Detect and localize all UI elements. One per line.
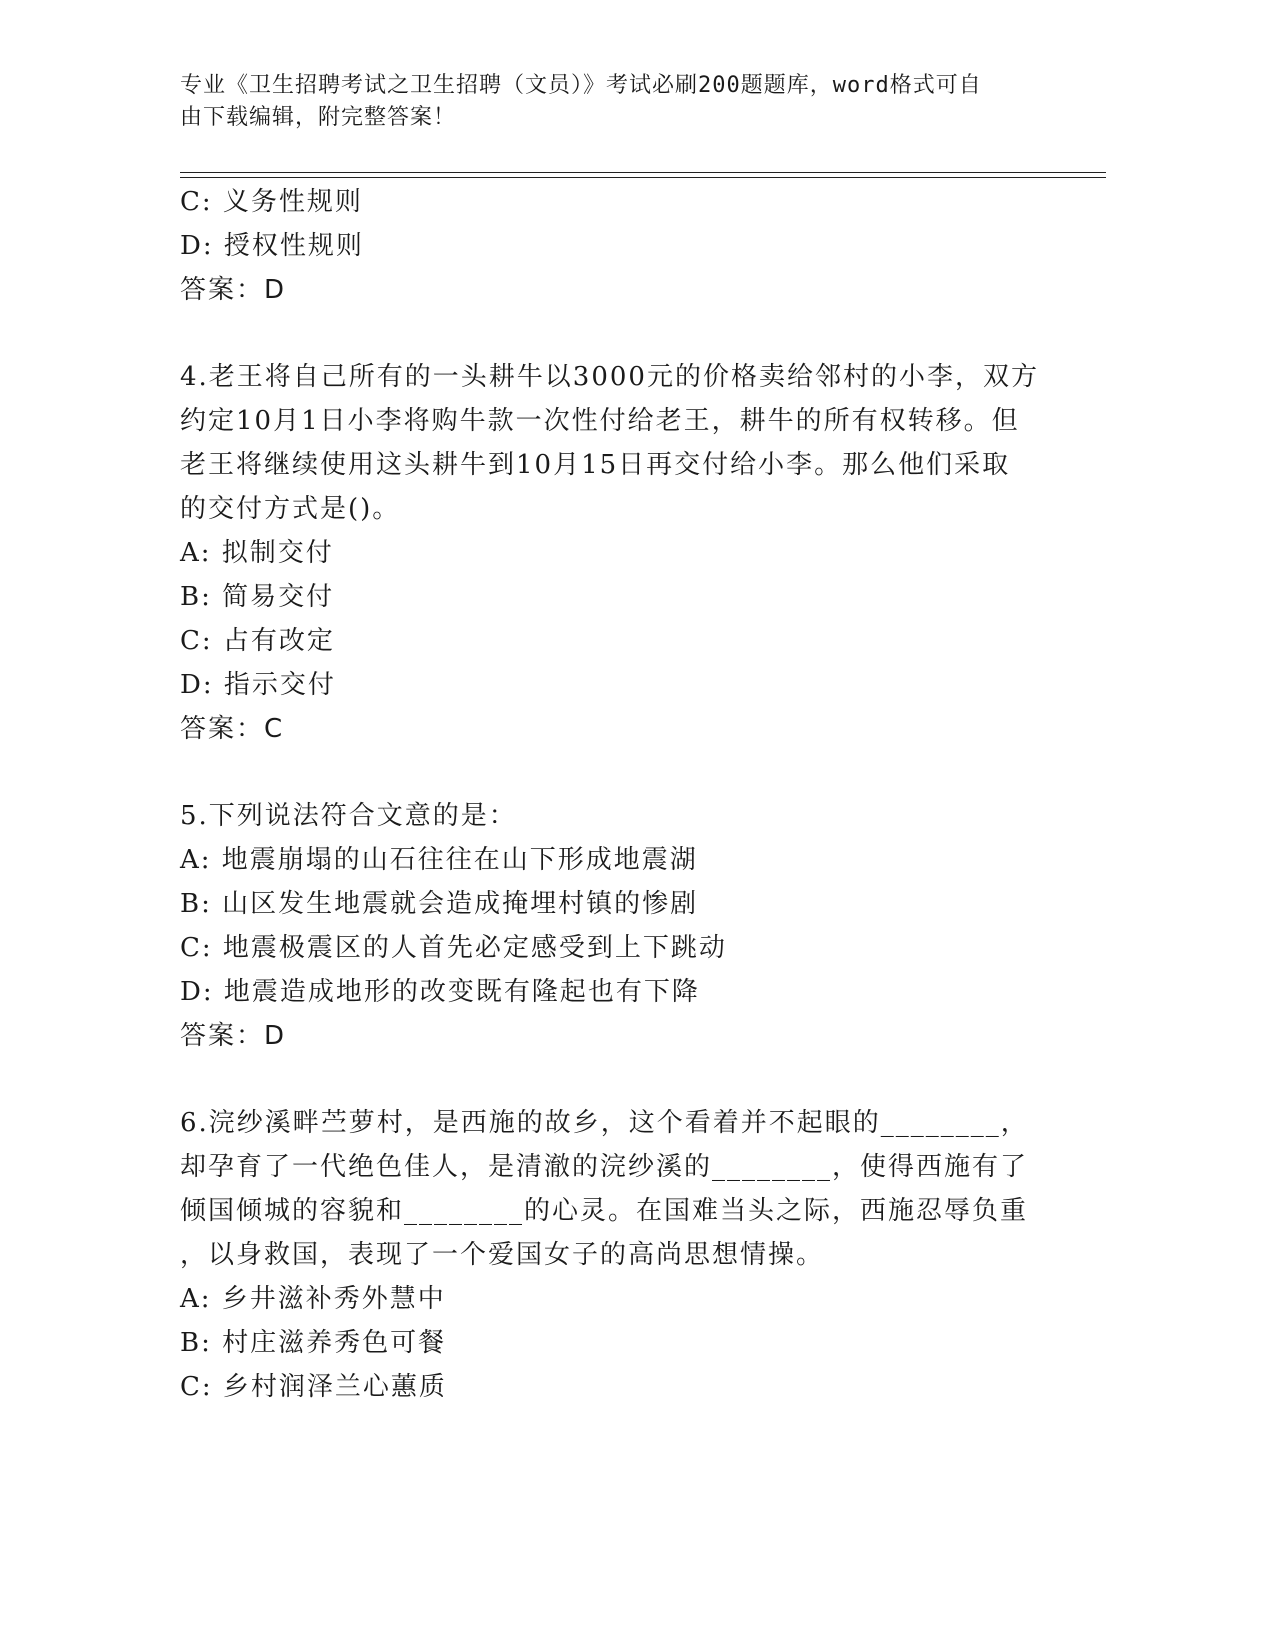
answer: 答案：C [180,714,285,744]
question-5 [180,794,1060,1058]
prev-option-c: C: 义务性规则 [180,187,363,217]
option-a: A: 地震崩塌的山石往往在山下形成地震湖 [180,845,698,875]
question-stem-line: 6.浣纱溪畔苎萝村，是西施的故乡，这个看着并不起眼的________， [180,1108,1029,1138]
option-c: C: 乡村润泽兰心蕙质 [180,1372,447,1402]
option-a: A: 乡井滋补秀外慧中 [180,1284,446,1314]
question-6 [180,1101,1060,1409]
document-header [180,70,1060,134]
question-stem-line: 的交付方式是()。 [180,494,401,524]
option-b: B: 简易交付 [180,582,335,612]
question-stem-line: 4.老王将自己所有的一头耕牛以3000元的价格卖给邻村的小李，双方 [180,362,1039,392]
option-d: D: 指示交付 [180,670,336,700]
header-divider-top [180,172,1106,173]
question-4 [180,355,1060,751]
prev-option-d: D: 授权性规则 [180,231,364,261]
question-stem-line: ，以身救国，表现了一个爱国女子的高尚思想情操。 [180,1240,825,1270]
question-stem-line: 5.下列说法符合文意的是： [180,801,517,831]
header-line-1: 专业《卫生招聘考试之卫生招聘（文员）》考试必刷200题题库，word格式可自 [180,73,982,98]
question-stem-line: 老王将继续使用这头耕牛到10月15日再交付给小李。那么他们采取 [180,450,1011,480]
question-stem-line: 却孕育了一代绝色佳人，是清澈的浣纱溪的________，使得西施有了 [180,1152,1029,1182]
option-b: B: 山区发生地震就会造成掩埋村镇的惨剧 [180,889,699,919]
question-stem-line: 约定10月1日小李将购牛款一次性付给老王，耕牛的所有权转移。但 [180,406,1020,436]
prev-answer: 答案：D [180,275,287,305]
question-stem-line: 倾国倾城的容貌和________的心灵。在国难当头之际，西施忍辱负重 [180,1196,1029,1226]
option-c: C: 地震极震区的人首先必定感受到上下跳动 [180,933,727,963]
header-line-2: 由下载编辑，附完整答案！ [180,105,457,130]
header-divider-bottom [180,177,1106,178]
option-a: A: 拟制交付 [180,538,334,568]
option-b: B: 村庄滋养秀色可餐 [180,1328,447,1358]
document-body [180,180,1060,1409]
answer: 答案：D [180,1021,287,1051]
option-c: C: 占有改定 [180,626,335,656]
option-d: D: 地震造成地形的改变既有隆起也有下降 [180,977,700,1007]
